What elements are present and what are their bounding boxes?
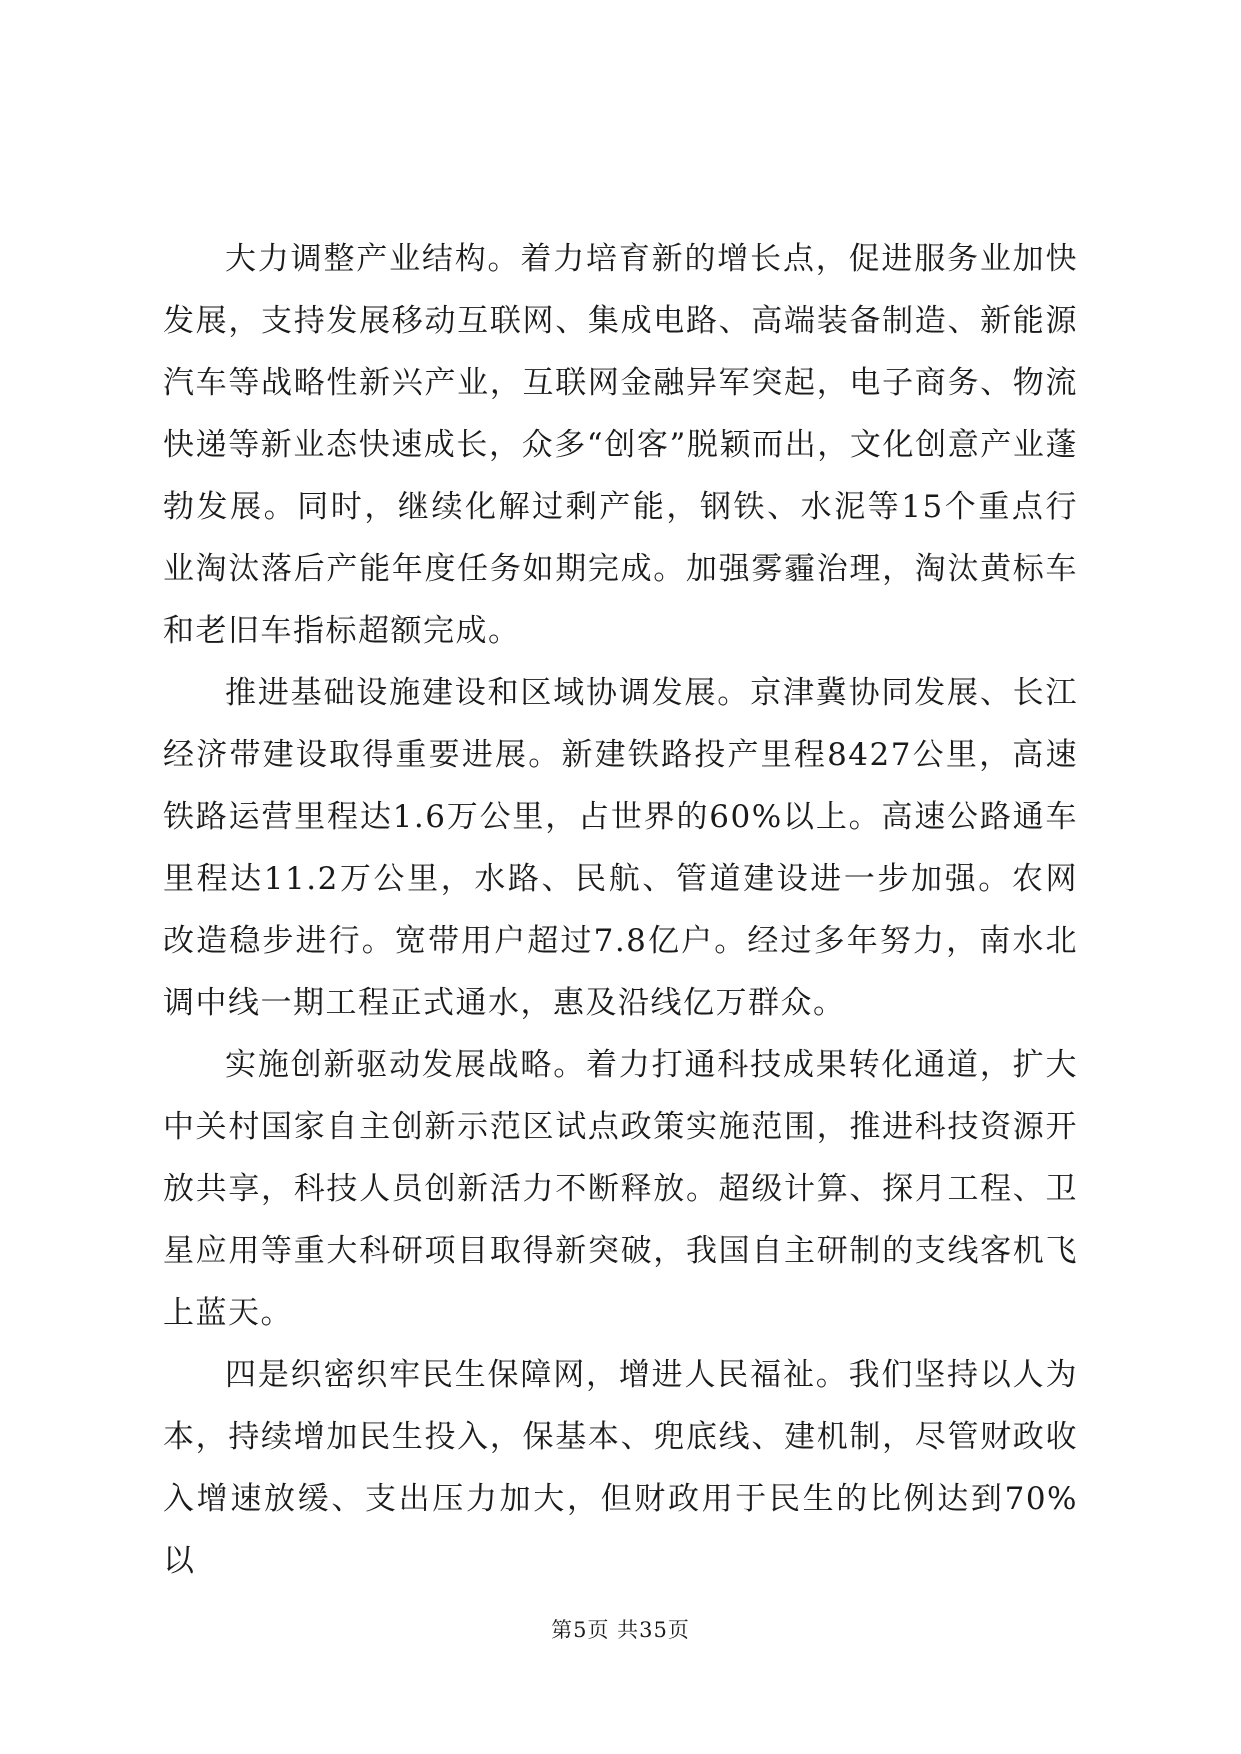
- paragraph-innovation: 实施创新驱动发展战略。着力打通科技成果转化通道，扩大中关村国家自主创新示范区试点政策实施范围，推进科技资源开放共享，科技人员创新活力不断释放。超级计算、探月工程、卫星应用等重大科研项目取得新突破，我国自主研制的支线客机飞上蓝天。: [163, 1047, 1078, 1331]
- page-number-footer: 第5页 共35页: [551, 1618, 690, 1642]
- paragraph-livelihood: 四是织密织牢民生保障网，增进人民福祉。我们坚持以人为本，持续增加民生投入，保基本、兜底线、建机制，尽管财政收入增速放缓、支出压力加大，但财政用于民生的比例达到70%以: [163, 1357, 1078, 1579]
- paragraph-infrastructure: 推进基础设施建设和区域协调发展。京津冀协同发展、长江经济带建设取得重要进展。新建铁路投产里程8427公里，高速铁路运营里程达1.6万公里，占世界的60%以上。高速公路通车里程达11.2万公里，水路、民航、管道建设进一步加强。农网改造稳步进行。宽带用户超过7.8亿户。经过多年努力，南水北调中线一期工程正式通水，惠及沿线亿万群众。: [163, 675, 1078, 1021]
- document-body: [163, 228, 1078, 1592]
- paragraph-industrial-structure: 大力调整产业结构。着力培育新的增长点，促进服务业加快发展，支持发展移动互联网、集成电路、高端装备制造、新能源汽车等战略性新兴产业，互联网金融异军突起，电子商务、物流快递等新业态快速成长，众多“创客”脱颖而出，文化创意产业蓬勃发展。同时，继续化解过剩产能，钢铁、水泥等15个重点行业淘汰落后产能年度任务如期完成。加强雾霾治理，淘汰黄标车和老旧车指标超额完成。: [163, 241, 1078, 649]
